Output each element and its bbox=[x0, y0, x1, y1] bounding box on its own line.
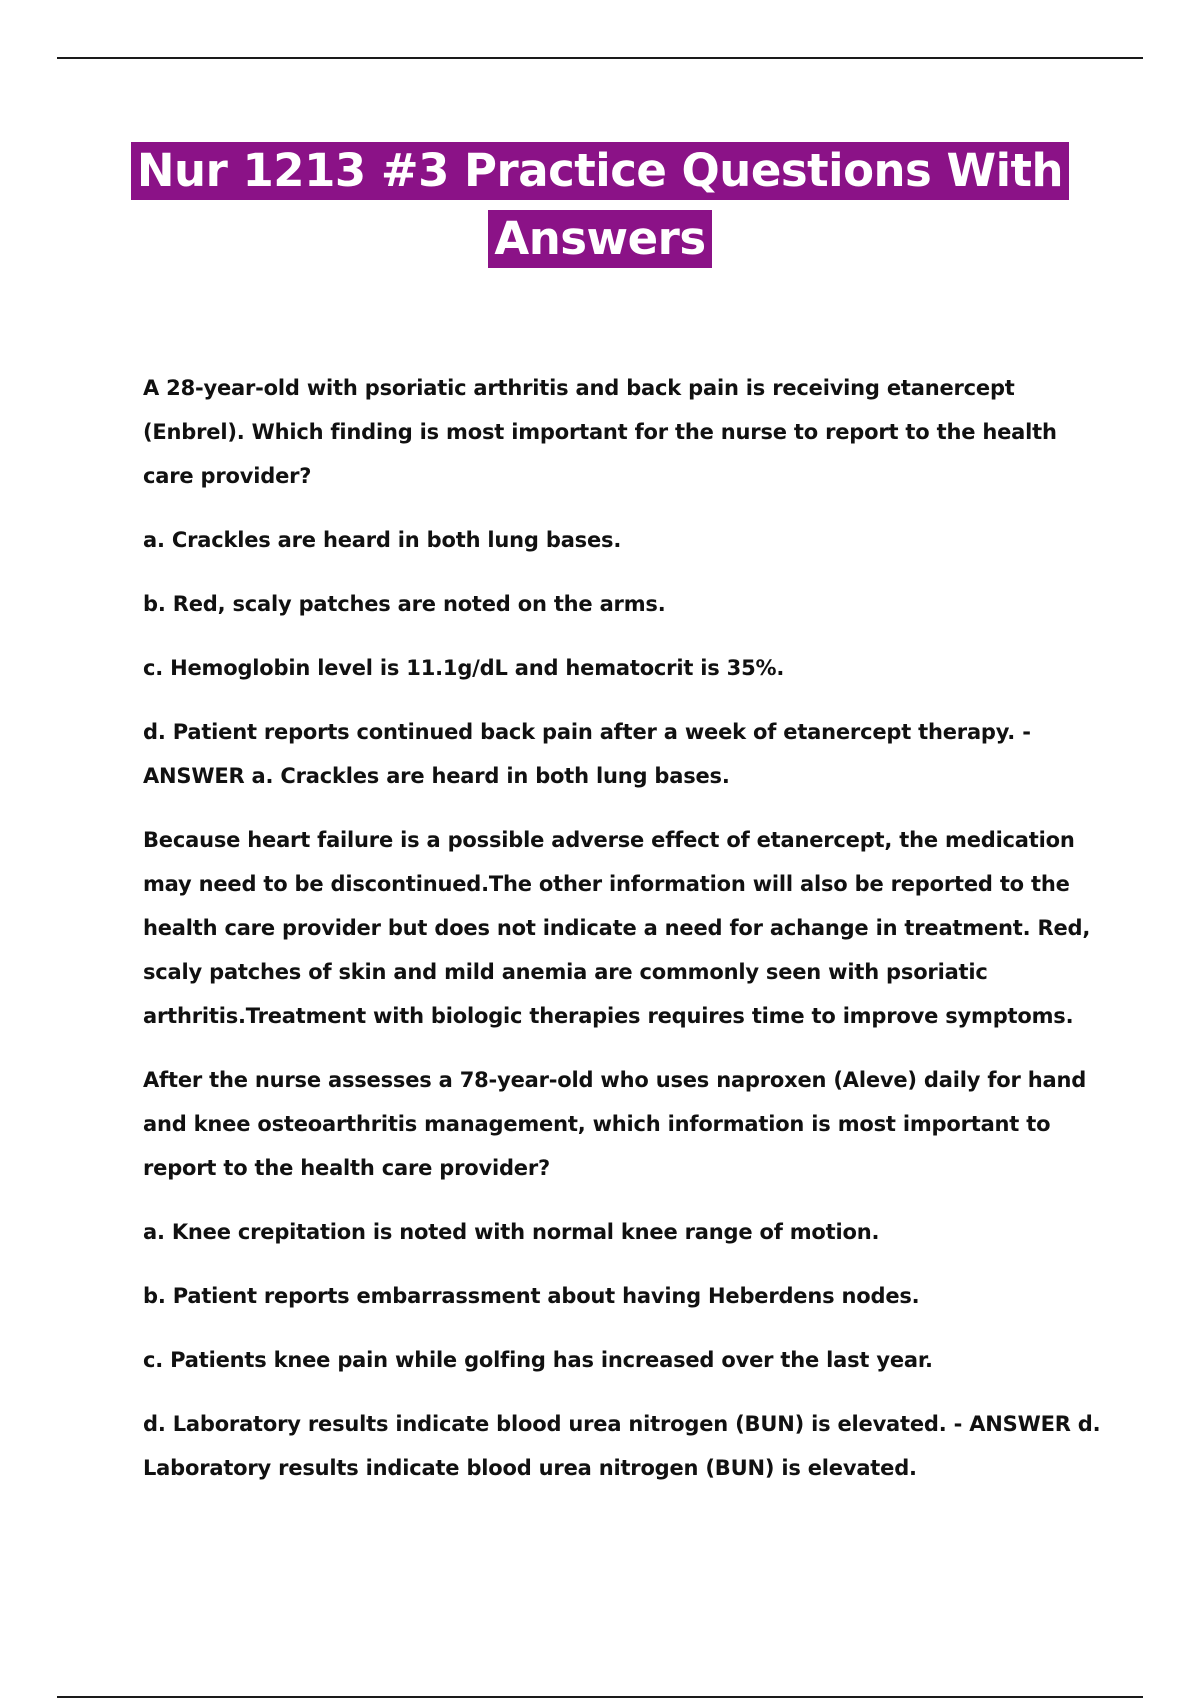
document-body bbox=[143, 366, 1103, 1510]
bottom-divider bbox=[57, 1696, 1143, 1698]
question-1-option-a: a. Crackles are heard in both lung bases. bbox=[143, 528, 622, 552]
question-1-rationale: Because heart failure is a possible adverse effect of etanercept, the medication may need to be discontinued.The other information will also be reported to the health care provider but does not indicate a need for achange in treatment. Red, scaly patches of skin and mild anemia are commonly seen with psoriatic arthritis.Treatment with biologic therapies requires time to improve symptoms. bbox=[143, 828, 1091, 1028]
question-1-stem: A 28-year-old with psoriatic arthritis and back pain is receiving etanercept (Enbrel). Which finding is most important for the nurse to report to the health care provider? bbox=[143, 376, 1057, 488]
question-1-option-b: b. Red, scaly patches are noted on the arms. bbox=[143, 592, 666, 616]
question-2-option-a: a. Knee crepitation is noted with normal knee range of motion. bbox=[143, 1220, 880, 1244]
top-divider bbox=[57, 57, 1143, 59]
question-2-option-c: c. Patients knee pain while golfing has increased over the last year. bbox=[143, 1348, 933, 1372]
question-2-option-b: b. Patient reports embarrassment about having Heberdens nodes. bbox=[143, 1284, 920, 1308]
question-2-option-d-answer: d. Laboratory results indicate blood urea nitrogen (BUN) is elevated. - ANSWER d. Laboratory results indicate blood urea nitrogen (BUN) is elevated. bbox=[143, 1412, 1101, 1480]
document-title bbox=[57, 142, 1143, 268]
title-line-2: Answers bbox=[488, 210, 711, 268]
title-line-1: Nur 1213 #3 Practice Questions With bbox=[131, 142, 1069, 200]
question-1-option-c: c. Hemoglobin level is 11.1g/dL and hematocrit is 35%. bbox=[143, 656, 785, 680]
question-2-stem: After the nurse assesses a 78-year-old who uses naproxen (Aleve) daily for hand and knee osteoarthritis management, which information is most important to report to the health care provider? bbox=[143, 1068, 1087, 1180]
question-1-option-d-answer: d. Patient reports continued back pain after a week of etanercept therapy. - ANSWER a. Crackles are heard in both lung bases. bbox=[143, 720, 1031, 788]
